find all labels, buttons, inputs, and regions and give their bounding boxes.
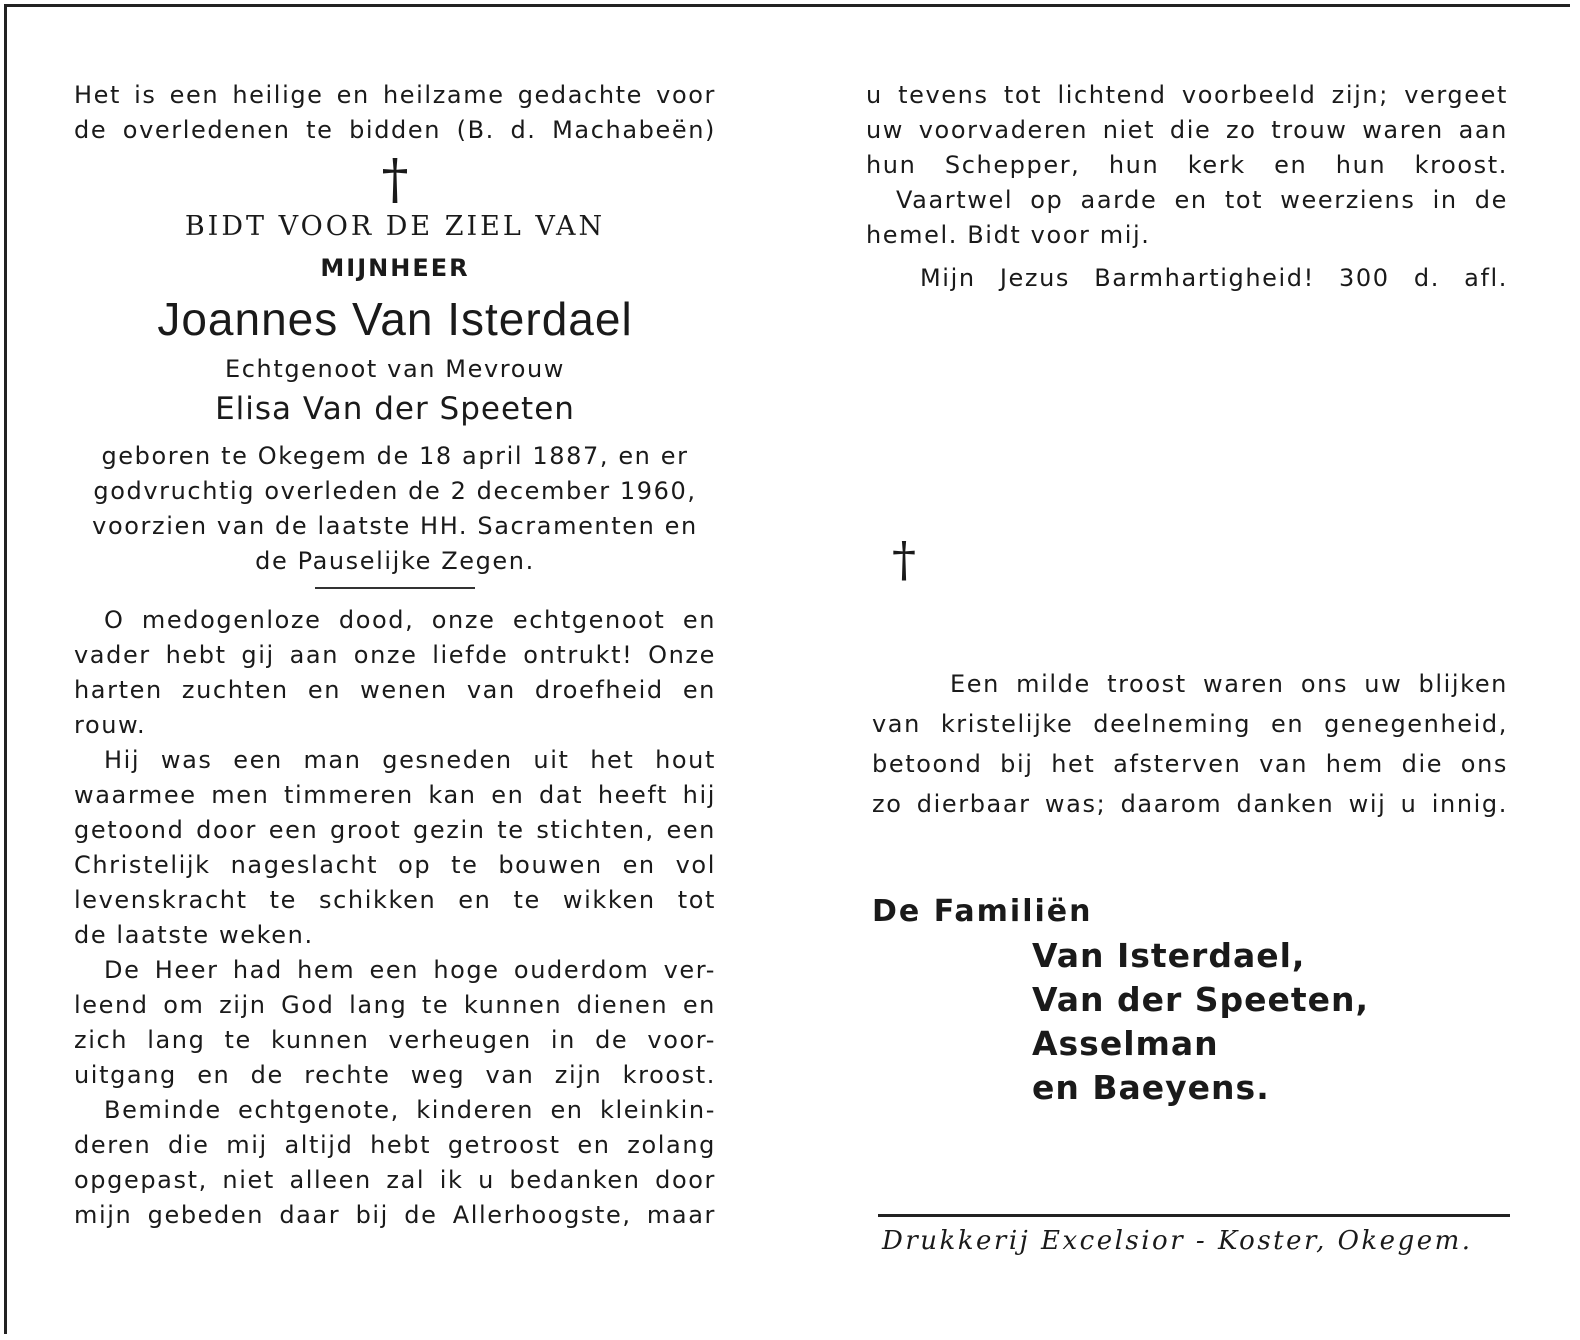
text-line: Christelijk nageslacht op te bouwen en vol	[74, 851, 716, 879]
deceased-name: Joannes Van Isterdael	[157, 293, 633, 345]
text-line: Vaartwel op aarde en tot weerziens in de	[896, 186, 1508, 214]
paragraph	[866, 183, 1508, 253]
honorific: MIJNHEER	[320, 254, 470, 282]
family-name: Asselman	[1032, 1024, 1219, 1063]
text-line: rouw.	[74, 711, 147, 739]
text-line: getoond door een groot gezin te stichten, een	[74, 816, 716, 844]
spouse-name: Elisa Van der Speeten	[215, 391, 575, 427]
birth-death-line: de Pauselijke Zegen.	[255, 547, 535, 575]
text-line: levenskracht te schikken en te wikken tot	[74, 886, 716, 914]
epigraph-line: de overledenen te bidden (B. d. Machabeën)	[74, 116, 716, 144]
text-line: deren die mij altijd hebt getroost en zolang	[74, 1131, 716, 1159]
family-name: en Baeyens.	[1032, 1068, 1270, 1107]
text-line: van kristelijke deelneming en genegenheid,	[872, 710, 1508, 738]
text-line: harten zuchten en wenen van droefheid en	[74, 676, 716, 704]
text-line: vader hebt gij aan onze liefde ontrukt! Onze	[74, 641, 716, 669]
text-line: waarmee men timmeren kan en dat heeft hij	[74, 781, 716, 809]
indulgence-prayer: Mijn Jezus Barmhartigheid! 300 d. afl.	[920, 264, 1508, 292]
divider	[315, 587, 475, 589]
printer-credit: Drukkerij Excelsior - Koster, Okegem.	[882, 1226, 1473, 1256]
paragraph	[866, 78, 1508, 183]
text-line: hemel. Bidt voor mij.	[866, 221, 1151, 249]
text-line: uitgang en de rechte weg van zijn kroost.	[74, 1061, 716, 1089]
text-line: Hij was een man gesneden uit het hout	[104, 746, 716, 774]
family-name: Van der Speeten,	[1032, 980, 1370, 1019]
text-line: de laatste weken.	[74, 921, 314, 949]
text-line: mijn gebeden daar bij de Allerhoogste, maar	[74, 1201, 716, 1229]
text-line: De Heer had hem een hoge ouderdom ver-	[104, 956, 716, 984]
cross-icon: †	[892, 532, 916, 588]
text-line: uw voorvaderen niet die zo trouw waren aan	[866, 116, 1508, 144]
prayer-title: BIDT VOOR DE ZIEL VAN	[184, 211, 606, 242]
families-title: De Familiën	[872, 894, 1093, 929]
text-line: Beminde echtgenote, kinderen en kleinkin-	[104, 1096, 716, 1124]
families-block	[872, 890, 1508, 1110]
paragraph	[74, 743, 716, 953]
text-line: O medogenloze dood, onze echtgenoot en	[104, 606, 716, 634]
printer-divider	[878, 1214, 1510, 1217]
family-name: Van Isterdael,	[1032, 936, 1306, 975]
text-line: betoond bij het afsterven van hem die ons	[872, 750, 1508, 778]
text-line: hun Schepper, hun kerk en hun kroost.	[866, 151, 1508, 179]
paragraph	[74, 953, 716, 1093]
birth-death-line: godvruchtig overleden de 2 december 1960,	[93, 477, 697, 505]
text-line: zich lang te kunnen verheugen in de voor-	[74, 1026, 716, 1054]
text-line: leend om zijn God lang te kunnen dienen en	[74, 991, 716, 1019]
text-line: opgepast, niet alleen zal ik u bedanken door	[74, 1166, 716, 1194]
thanks-block	[872, 664, 1508, 824]
text-line: zo dierbaar was; daarom danken wij u innig.	[872, 790, 1508, 818]
spouse-intro: Echtgenoot van Mevrouw	[224, 355, 566, 383]
paragraph	[74, 1093, 716, 1233]
left-page	[74, 78, 716, 1233]
birth-death-line: geboren te Okegem de 18 april 1887, en er	[101, 442, 689, 470]
birth-death-line: voorzien van de laatste HH. Sacramenten en	[92, 512, 698, 540]
text-line: Een milde troost waren ons uw blijken	[950, 670, 1508, 698]
text-line: u tevens tot lichtend voorbeeld zijn; vergeet	[866, 81, 1508, 109]
paragraph	[74, 603, 716, 743]
cross-icon: †	[381, 148, 409, 211]
epigraph-line: Het is een heilige en heilzame gedachte voor	[74, 81, 716, 109]
right-page	[866, 78, 1508, 1107]
